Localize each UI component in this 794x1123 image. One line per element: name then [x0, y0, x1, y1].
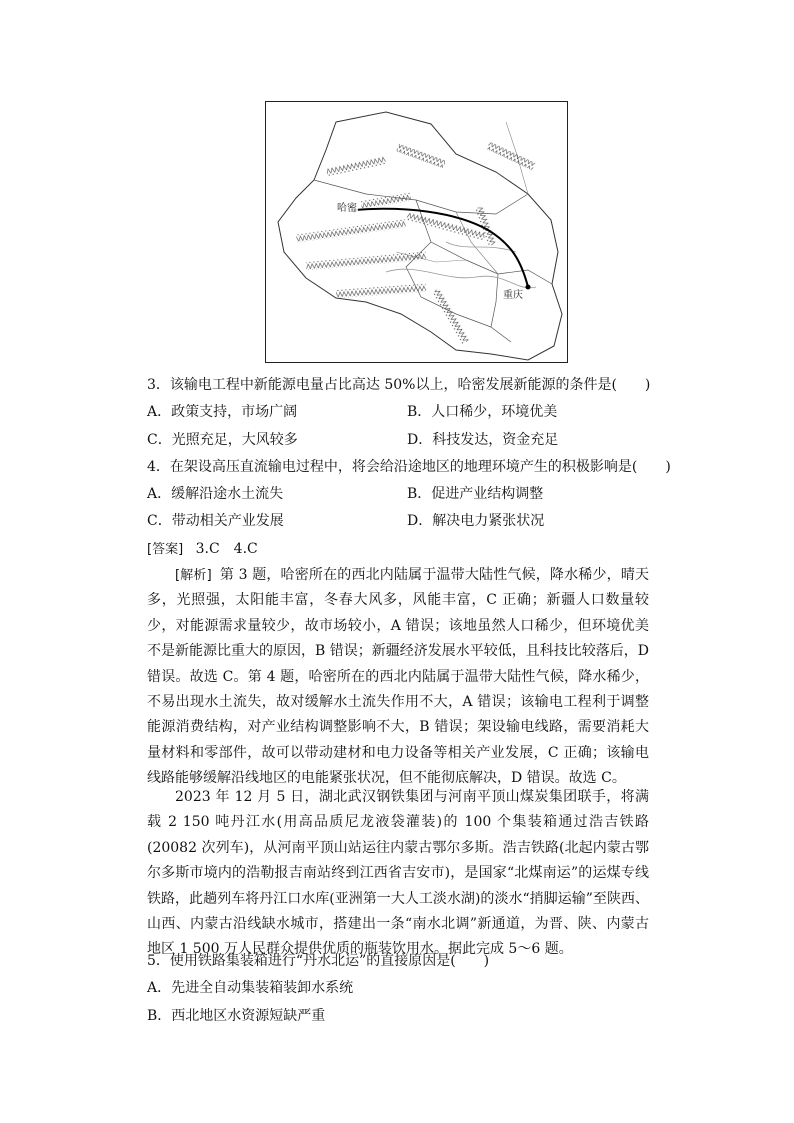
question-5-option-b: B．西北地区水资源短缺严重 — [147, 1008, 326, 1024]
answer-text: 3.C 4.C — [195, 541, 258, 557]
question-3-option-d: D．科技发达，资金充足 — [407, 432, 559, 448]
question-5-stem: 5．使用铁路集装箱进行“丹水北运”的直接原因是( ) — [147, 953, 490, 969]
passage-paragraph: 2023 年 12 月 5 日，湖北武汉钢铁集团与河南平顶山煤炭集团联手，将满载 2 150 吨丹江水(用高品质尼龙液袋灌装)的 100 个集装箱通过浩吉铁路(20082 次列车)，从河南平顶山站运往内蒙古鄂尔多斯。浩吉铁路(北起内蒙古鄂尔多斯市境内的浩勒报吉南站终到江西省吉安市)，是国家“北煤南运”的运煤专线铁路，此趟列车将丹江口水库(亚洲第一大人工淡水湖)的淡水“捎脚运输”至陕西、山西、内蒙古沿线缺水城市，搭建出一条“南水北调”新通道，为晋、陕、内蒙古地区 1 500 万人民群众提供优质的瓶装饮用水。据此完成 5～6 题。 — [147, 789, 649, 958]
analysis-tag: [解析] — [175, 568, 212, 583]
mountain-range — [361, 193, 412, 210]
question-3-option-c: C．光照充足，大风较多 — [147, 432, 298, 448]
mountain-range — [326, 156, 386, 176]
mountain-range — [306, 252, 426, 270]
internal-border — [491, 274, 511, 342]
mountain-range — [336, 284, 426, 298]
question-4-option-b: B．促进产业结构调整 — [407, 486, 544, 502]
question-4-stem: 4．在架设高压直流输电过程中，将会给沿途地区的地理环境产生的积极影响是( ) — [147, 459, 671, 475]
mountain-range — [433, 288, 470, 344]
map-figure — [265, 101, 568, 363]
hami-label: 哈密 — [337, 203, 357, 214]
mountain-range — [487, 142, 536, 170]
question-5-option-a: A．先进全自动集装箱装卸水系统 — [147, 980, 354, 996]
answer-line — [147, 539, 258, 560]
mountain-range — [396, 144, 446, 169]
map-drawing — [266, 102, 567, 362]
analysis-paragraph — [147, 563, 649, 792]
question-3-stem: 3．该输电工程中新能源电量占比高达 50%以上，哈密发展新能源的条件是( ) — [147, 377, 651, 393]
mountain-range — [296, 219, 406, 242]
question-3-option-a: A．政策支持，市场广阔 — [147, 404, 298, 420]
answer-tag: [答案] — [147, 542, 184, 557]
analysis-text: 第 3 题，哈密所在的西北内陆属于温带大陆性气候，降水稀少，晴天多，光照强，太阳能丰富，冬春大风多，风能丰富，C 正确；新疆人口数量较少，对能源需求量较少，故市场较小，A 错误；该地虽然人口稀少，但环境优美不是新能源比重大的原因，B 错误；新疆经济发展水平较低，且科技比较落后，D 错误。故选 C。第 4 题，哈密所在的西北内陆属于温带大陆性气候，降水稀少，不易出现水土流失，故对缓解水土流失作用不大，A 错误；该输电工程利于调整能源消费结构，对产业结构调整影响不大，B 错误；架设输电线路，需要消耗大量材料和零部件，故可以带动建材和电力设备等相关产业发展，C 正确；该输电线路能够缓解沿线地区的电能紧张状况，但不能彻底解决，D 错误。故选 C。 — [147, 567, 649, 787]
chongqing-marker — [526, 285, 531, 290]
question-3-option-b: B．人口稀少，环境优美 — [407, 404, 558, 420]
question-4-option-c: C．带动相关产业发展 — [147, 513, 284, 529]
question-4-option-d: D．解决电力紧张状况 — [407, 513, 545, 529]
question-4-option-a: A．缓解沿途水土流失 — [147, 486, 284, 502]
mountain-range — [406, 212, 485, 240]
chongqing-label: 重庆 — [503, 290, 523, 301]
